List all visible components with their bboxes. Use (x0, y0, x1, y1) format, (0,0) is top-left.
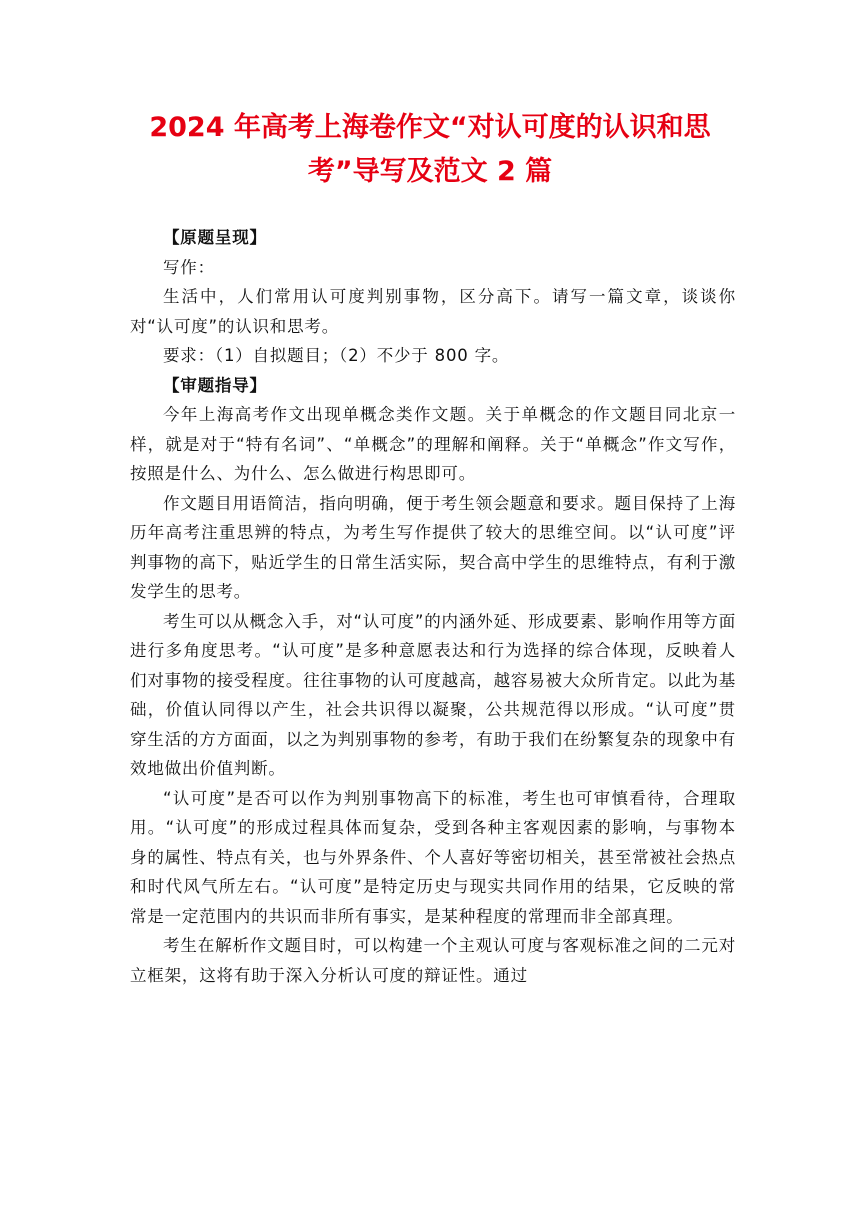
section-heading: 【审题指导】 (163, 375, 267, 395)
section-heading: 【原题呈现】 (163, 228, 267, 247)
paragraph: 今年上海高考作文出现单概念类作文题。关于单概念的作文题目同北京一样，就是对于“特有名词”、“单概念”的理解和阐释。关于“单概念”作文写作，按照是什么、为什么、怎么做进行构思即可。 (130, 405, 736, 483)
paragraph: “认可度”是否可以作为判别事物高下的标准，考生也可审慎看待，合理取用。“认可度”的形成过程具体而复杂，受到各种主客观因素的影响，与事物本身的属性、特点有关，也与外界条件、个人喜好等密切相关，甚至常被社会热点和时代风气所左右。“认可度”是特定历史与现实共同作用的结果，它反映的常常是一定范围内的共识而非所有事实，是某种程度的常理而非全部真理。 (130, 788, 736, 926)
document-body (130, 223, 736, 990)
paragraph: 写作： (163, 257, 215, 277)
paragraph: 考生在解析作文题目时，可以构建一个主观认可度与客观标准之间的二元对立框架，这将有助于深入分析认可度的辩证性。通过 (130, 936, 736, 985)
paragraph: 作文题目用语简洁，指向明确，便于考生领会题意和要求。题目保持了上海历年高考注重思辨的特点，为考生写作提供了较大的思维空间。以“认可度”评判事物的高下，贴近学生的日常生活实际，契合高中学生的思维特点，有利于激发学生的思考。 (130, 493, 736, 601)
document-title: 2024 年高考上海卷作文“对认可度的认识和思考”导写及范文 2 篇 (149, 112, 711, 187)
paragraph: 考生可以从概念入手，对“认可度”的内涵外延、形成要素、影响作用等方面进行多角度思考。“认可度”是多种意愿表达和行为选择的综合体现，反映着人们对事物的接受程度。往往事物的认可度越高，越容易被大众所肯定。以此为基础，价值认同得以产生，社会共识得以凝聚，公共规范得以形成。“认可度”贯穿生活的方方面面，以之为判别事物的参考，有助于我们在纷繁复杂的现象中有效地做出价值判断。 (130, 611, 736, 778)
paragraph: 要求：（1）自拟题目；（2）不少于 800 字。 (163, 346, 510, 365)
paragraph: 生活中，人们常用认可度判别事物，区分高下。请写一篇文章，谈谈你对“认可度”的认识和思考。 (130, 287, 736, 336)
